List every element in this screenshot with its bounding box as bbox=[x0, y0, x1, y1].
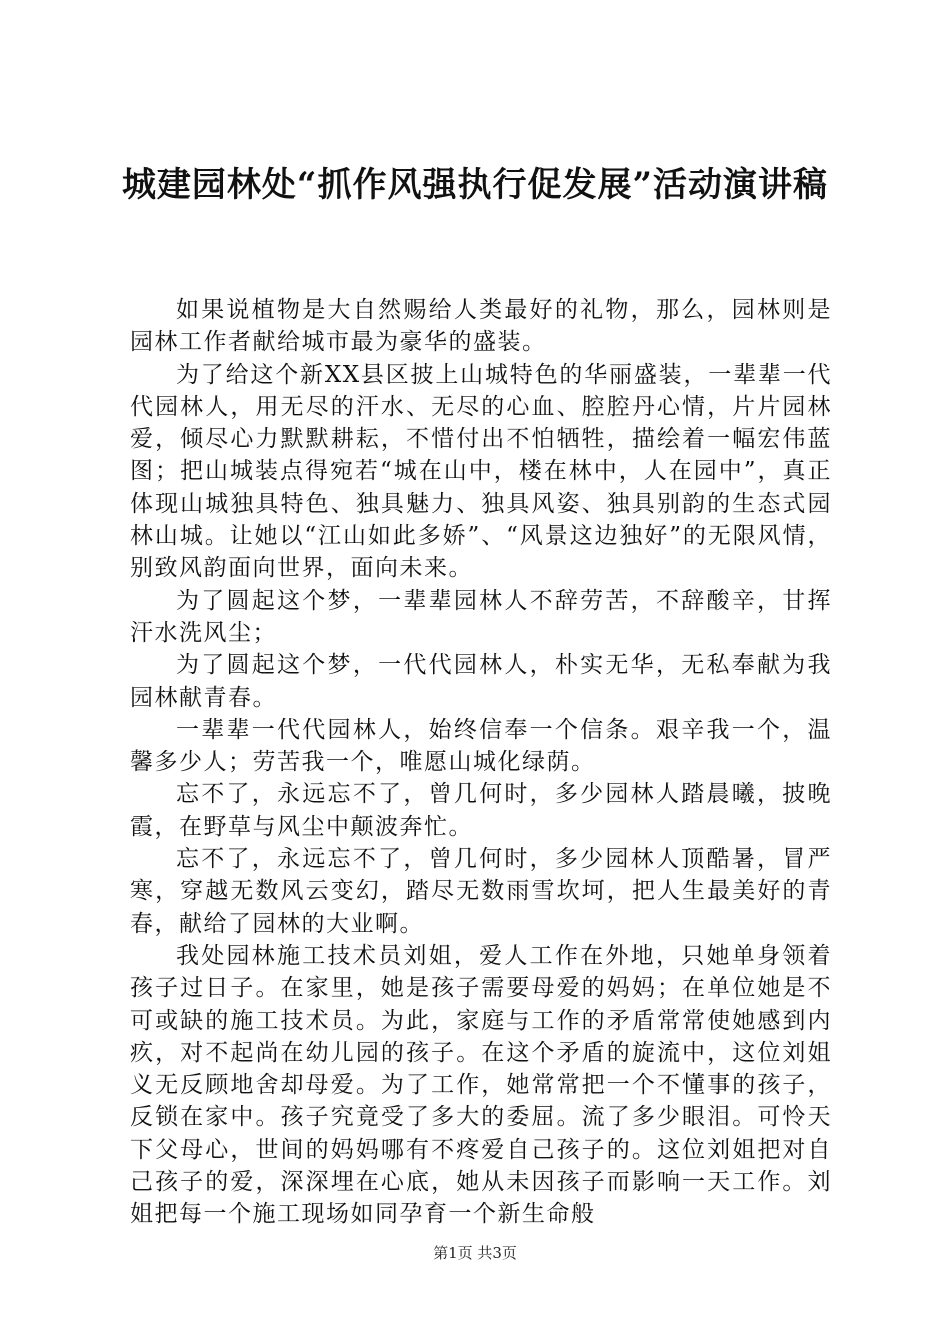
paragraph: 如果说植物是大自然赐给人类最好的礼物，那么，园林则是园林工作者献给城市最为豪华的盛装。 bbox=[130, 297, 832, 356]
document-body bbox=[130, 294, 832, 1231]
paragraph: 我处园林施工技术员刘姐，爱人工作在外地，只她单身领着孩子过日子。在家里，她是孩子需要母爱的妈妈；在单位她是不可或缺的施工技术员。为此，家庭与工作的矛盾常常使她感到内疚，对不起尚在幼儿园的孩子。在这个矛盾的旋流中，这位刘姐义无反顾地舍却母爱。为了工作，她常常把一个不懂事的孩子，反锁在家中。孩子究竟受了多大的委屈。流了多少眼泪。可怜天下父母心，世间的妈妈哪有不疼爱自己孩子的。这位刘姐把对自己孩子的爱，深深埋在心底，她从未因孩子而影响一天工作。刘姐把每一个施工现场如同孕育一个新生命般 bbox=[130, 942, 832, 1228]
page-number-footer: 第1页 共3页 bbox=[433, 1244, 517, 1262]
paragraph: 为了给这个新XX县区披上山城特色的华丽盛装，一辈辈一代代园林人，用无尽的汗水、无尽的心血、腔腔丹心情，片片园林爱，倾尽心力默默耕耘，不惜付出不怕牺牲，描绘着一幅宏伟蓝图；把山城装点得宛若“城在山中，楼在林中，人在园中”，真正体现山城独具特色、独具魅力、独具风姿、独具别韵的生态式园林山城。让她以“江山如此多娇”、“风景这边独好”的无限风情，别致风韵面向世界，面向未来。 bbox=[130, 361, 832, 582]
document-title: 城建园林处“抓作风强执行促发展”活动演讲稿 bbox=[121, 165, 829, 205]
paragraph: 一辈辈一代代园林人，始终信奉一个信条。艰辛我一个，温馨多少人；劳苦我一个，唯愿山城化绿荫。 bbox=[130, 716, 832, 776]
paragraph: 忘不了，永远忘不了，曾几何时，多少园林人踏晨曦，披晚霞，在野草与风尘中颠波奔忙。 bbox=[130, 781, 832, 840]
paragraph: 忘不了，永远忘不了，曾几何时，多少园林人顶酷暑，冒严寒，穿越无数风云变幻，踏尽无数雨雪坎坷，把人生最美好的青春，献给了园林的大业啊。 bbox=[130, 846, 832, 937]
paragraph: 为了圆起这个梦，一辈辈园林人不辞劳苦，不辞酸辛，甘挥汗水洗风尘； bbox=[130, 587, 832, 646]
paragraph: 为了圆起这个梦，一代代园林人，朴实无华，无私奉献为我园林献青春。 bbox=[130, 652, 832, 711]
